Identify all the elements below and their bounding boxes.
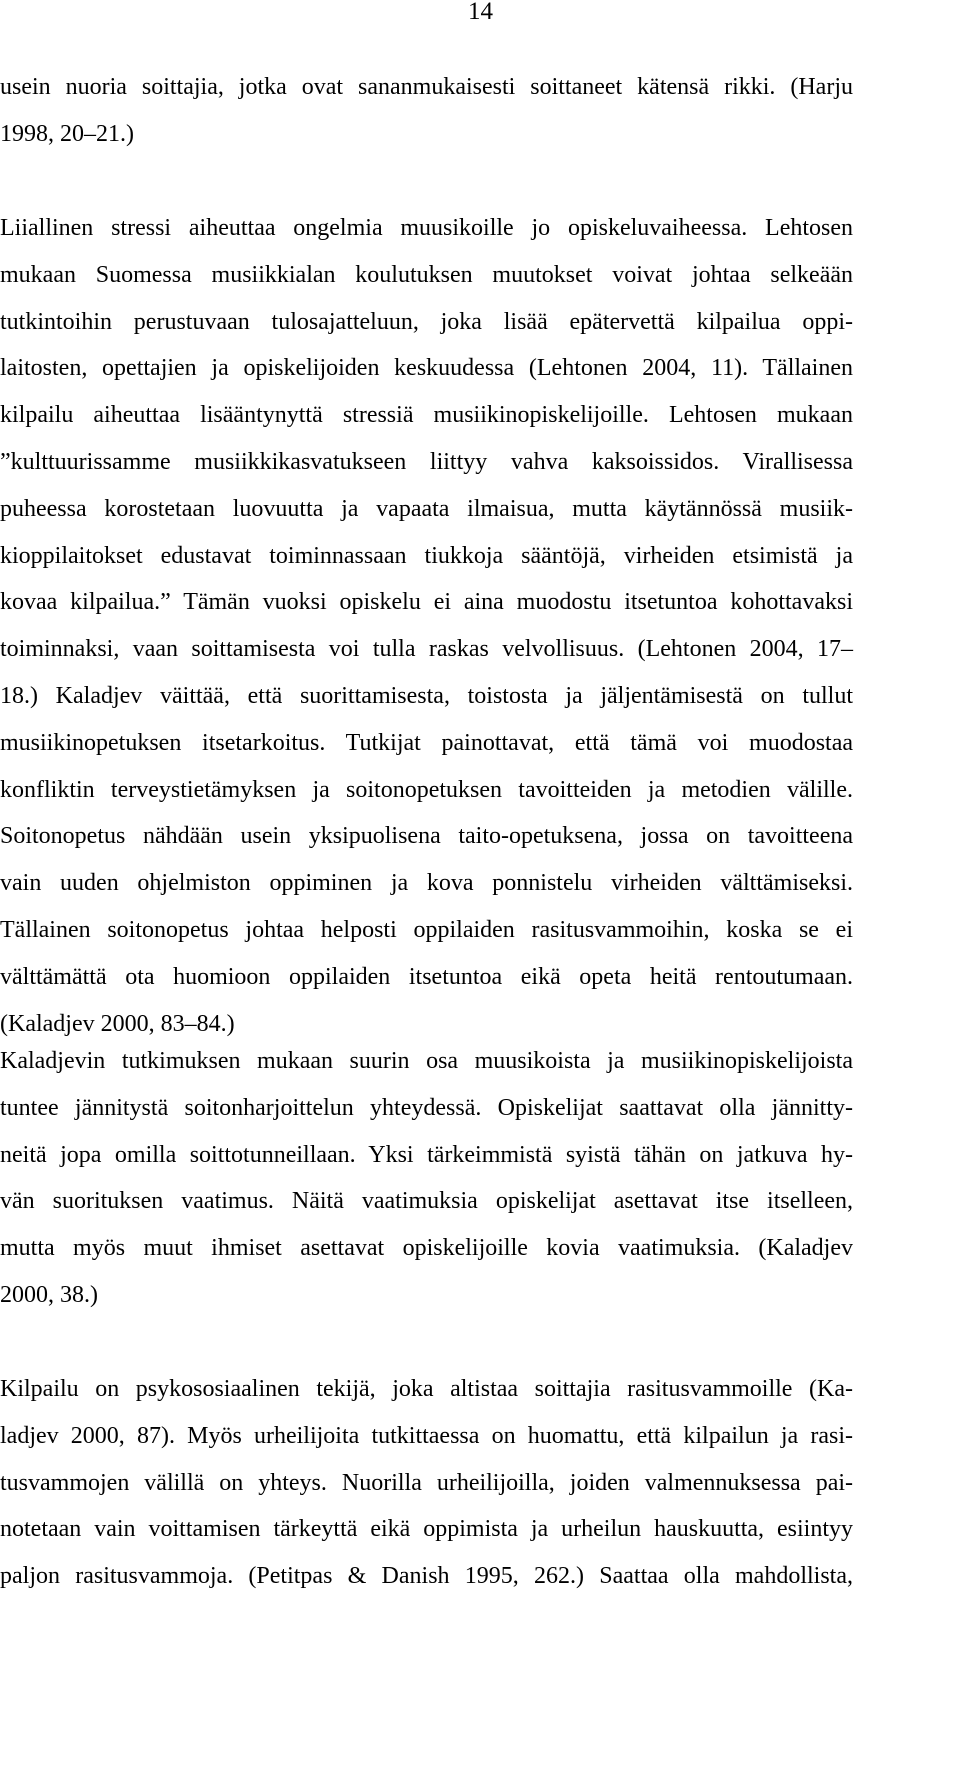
- text-line: 18.) Kaladjev väittää, että suorittamisesta, toistosta ja jäljentämisestä on tullut: [0, 682, 853, 709]
- text-line: kioppilaitokset edustavat toiminnassaan tiukkoja sääntöjä, virheiden etsimistä ja: [0, 542, 853, 569]
- text-line: notetaan vain voittamisen tärkeyttä eikä oppimista ja urheilun hauskuutta, esiintyy: [0, 1516, 853, 1543]
- text-line: konfliktin terveystietämyksen ja soitonopetuksen tavoitteiden ja metodien välille.: [0, 776, 853, 803]
- text-line: laitosten, opettajien ja opiskelijoiden keskuudessa (Lehtonen 2004, 11). Tällainen: [0, 355, 853, 382]
- paragraph-3: [0, 1038, 853, 1319]
- text-line: kilpailu aiheuttaa lisääntynyttä stressiä musiikinopiskelijoille. Lehtosen mukaan: [0, 402, 853, 429]
- text-line: vän suorituksen vaatimus. Näitä vaatimuksia opiskelijat asettavat itse itselleen,: [0, 1188, 853, 1215]
- text-line: Kilpailu on psykososiaalinen tekijä, joka altistaa soittajia rasitusvammoille (Ka-: [0, 1376, 853, 1402]
- text-line: ladjev 2000, 87). Myös urheilijoita tutkittaessa on huomattu, että kilpailun ja rasi-: [0, 1422, 853, 1449]
- text-line: neitä jopa omilla soittotunneillaan. Yksi tärkeimmistä syistä tähän on jatkuva hy-: [0, 1141, 853, 1168]
- text-line: Tällainen soitonopetus johtaa helposti oppilaiden rasitusvammoihin, koska se ei: [0, 916, 853, 943]
- paragraph-1: [0, 64, 853, 158]
- page-number: 14: [468, 0, 493, 25]
- text-line: vain uuden ohjelmiston oppiminen ja kova ponnistelu virheiden välttämiseksi.: [0, 870, 853, 897]
- text-line: Liiallinen stressi aiheuttaa ongelmia muusikoille jo opiskeluvaiheessa. Lehtosen: [0, 215, 853, 241]
- text-line: kovaa kilpailua.” Tämän vuoksi opiskelu ei aina muodostu itsetuntoa kohottavaksi: [0, 589, 853, 616]
- text-line: (Kaladjev 2000, 83–84.): [0, 1010, 235, 1037]
- text-line: 2000, 38.): [0, 1281, 98, 1308]
- text-line: tuntee jännitystä soitonharjoittelun yhteydessä. Opiskelijat saattavat olla jännitty-: [0, 1094, 853, 1121]
- paragraph-2: [0, 205, 853, 1047]
- text-line: paljon rasitusvammoja. (Petitpas & Danish 1995, 262.) Saattaa olla mahdollista,: [0, 1563, 853, 1590]
- text-line: tutkintoihin perustuvaan tulosajatteluun, joka lisää epätervettä kilpailua oppi-: [0, 308, 853, 335]
- text-line: Soitonopetus nähdään usein yksipuolisena taito-opetuksena, jossa on tavoitteena: [0, 823, 853, 850]
- text-line: Kaladjevin tutkimuksen mukaan suurin osa muusikoista ja musiikinopiskelijoista: [0, 1048, 853, 1074]
- text-line: mukaan Suomessa musiikkialan koulutuksen muutokset voivat johtaa selkeään: [0, 261, 853, 288]
- text-line: ”kulttuurissamme musiikkikasvatukseen liittyy vahva kaksoissidos. Virallisessa: [0, 448, 853, 475]
- text-line: välttämättä ota huomioon oppilaiden itsetuntoa eikä opeta heitä rentoutumaan.: [0, 963, 853, 990]
- text-line: usein nuoria soittajia, jotka ovat sananmukaisesti soittaneet kätensä rikki. (Harju: [0, 74, 853, 100]
- text-line: musiikinopetuksen itsetarkoitus. Tutkijat painottavat, että tämä voi muodostaa: [0, 729, 853, 756]
- text-line: mutta myös muut ihmiset asettavat opiskelijoille kovia vaatimuksia. (Kaladjev: [0, 1235, 853, 1262]
- paragraph-4: [0, 1366, 853, 1600]
- text-line: tusvammojen välillä on yhteys. Nuorilla urheilijoilla, joiden valmennuksessa pai-: [0, 1469, 853, 1496]
- text-line: 1998, 20–21.): [0, 120, 134, 147]
- text-line: puheessa korostetaan luovuutta ja vapaata ilmaisua, mutta käytännössä musiik-: [0, 495, 853, 522]
- text-line: toiminnaksi, vaan soittamisesta voi tulla raskas velvollisuus. (Lehtonen 2004, 17–: [0, 636, 853, 663]
